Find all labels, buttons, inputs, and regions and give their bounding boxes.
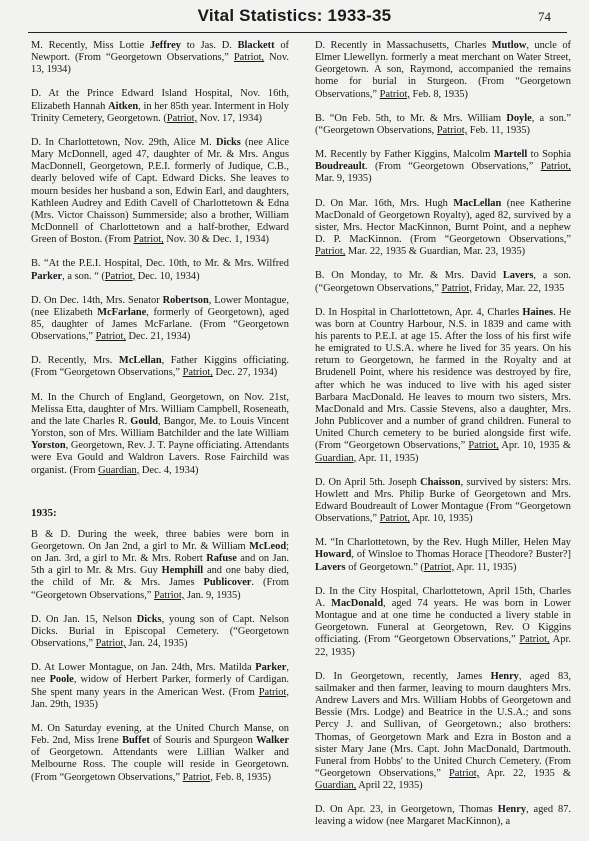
- entry-text: M. Recently by Father Kiggins, Malcolm: [315, 149, 494, 161]
- entry-text: B & D. During the week, three babies were born in Georgetown. On Jan 2nd, a girl to Mr. & William: [31, 528, 289, 552]
- right-column: [315, 40, 571, 841]
- entry-text: , a son.” (“Georgetown Observations,: [315, 112, 571, 136]
- entry-text: Apr. 11, 1935): [356, 452, 419, 464]
- surname: Boudreault: [315, 161, 366, 173]
- entry-text: . (From “Georgetown Observations,”: [365, 161, 541, 173]
- entry-text: Mar. 22, 1935 & Guardian, Mar. 23, 1935): [345, 246, 526, 258]
- entry-text: Dec. 21, 1934): [125, 331, 191, 343]
- entry-text: . He was born at Country Harbour, N.S. in 1839 and came with his parents to P.E.I. at age 15. After the loss of his first wife he emigrated to U.S.A. where he lived for 35 years. On his return to Georgetown, he farmed in the Royalty and at Brudenell Point, where his residence was destroyed by fire, after which he was induced to live with his aged sister Barbara MacDonald. He leaves to mourn two sisters, Mrs. MacDonald and Mrs. Cassie Stevens, also a daughter, Mrs. John Publicover and a number of grand children. Funeral to United Church cemetery to be buried alongside first wife. (From “Georgetown Observations,”: [315, 306, 571, 452]
- source-ref: Patriot,: [540, 161, 571, 173]
- entry-text: B. “At the P.E.I. Hospital, Dec. 10th, to Mr. & Mrs. Wilfred: [31, 258, 289, 270]
- entry-text: and on Jan. 5th a girl to Mr. & Mrs. Guy: [31, 553, 289, 577]
- entry-text: D. At Lower Montague, on Jan. 24th, Mrs. Matilda: [31, 662, 256, 674]
- entry: [31, 88, 289, 124]
- entry-text: Friday, Mar. 22, 1935: [471, 282, 565, 294]
- source-ref: Guardian,: [315, 780, 357, 792]
- entry-text: , in her 85th year. Interment in Holy Trinity Cemetery, Georgetown. (: [31, 100, 290, 124]
- entry-text: and one baby died, the child of Mr. & Mrs. James: [31, 565, 289, 589]
- entry-text: Jan. 9, 1935): [184, 589, 241, 601]
- entry-text: Jan. 24, 1935): [125, 638, 188, 650]
- entry-text: , survived by sisters: Mrs. Howlett and Mrs. Philip Burke of Georgetown and Mrs. Edward Boudreault of Lower Montague (From “Georgetown Observations,”: [315, 476, 572, 525]
- source-ref: Patriot,: [468, 440, 499, 452]
- entry-text: , Georgetown, Rev. J. T. Payne officiating. Attendants were Eva Gould and Waldron Lavers. Rose Fairchild was organist. (From: [31, 440, 290, 476]
- source-ref: Patriot,: [448, 767, 480, 779]
- entry: [315, 477, 571, 526]
- surname: Aitken: [108, 100, 139, 112]
- source-ref: Patriot,: [95, 331, 126, 343]
- entry-text: (nee Katherine MacDonald of Georgetown Royalty), aged 82, survived by a sister, Mrs. Hector MacKinnon, Burnt Point, and a nephew D. P. MacKinnon. (From “Georgetown Observations,”: [315, 197, 571, 246]
- entry-text: of Souris and Spurgeon: [149, 735, 257, 747]
- surname: Henry: [490, 670, 519, 682]
- entry-text: Feb. 11, 1935): [467, 124, 531, 136]
- entry-text: B. On Monday, to Mr. & Mrs. David: [315, 270, 503, 282]
- entry-text: Mar. 9, 1935): [315, 173, 372, 185]
- entry-text: D. In Hospital in Charlottetown, Apr. 4, Charles: [315, 306, 523, 318]
- source-ref: Patriot,: [315, 246, 346, 258]
- entry-text: to Jas. D.: [180, 40, 238, 51]
- surname: Henry: [497, 804, 527, 816]
- surname: Buffet: [122, 735, 150, 747]
- entry-text: , a son. “ (: [62, 270, 105, 282]
- source-ref: Patriot,: [233, 52, 265, 64]
- entry-text: B. “On Feb. 5th, to Mr. & Mrs. William: [315, 112, 507, 124]
- entry-text: , widow of Herbert Parker, formerly of Cardigan. She spent many years in the American West. (From: [31, 674, 289, 698]
- surname: McLeod: [249, 541, 287, 552]
- entry-text: , Father Kiggins officiating. (From “Georgetown Observations,”: [31, 355, 289, 379]
- entry-text: , formerly of Georgetown), aged 85, daughter of James McFarlane. (From “Georgetown Observations,”: [31, 306, 290, 343]
- entry-text: D. On Jan. 15, Nelson: [31, 613, 137, 625]
- entry-text: Apr. 22, 1935): [315, 634, 571, 658]
- source-ref: Patriot,: [379, 513, 410, 525]
- entry: [31, 355, 289, 379]
- entry-text: of Newport. (From “Georgetown Observations,”: [31, 40, 290, 64]
- source-ref: Patriot,: [133, 234, 164, 246]
- entry: [315, 537, 571, 573]
- surname: Parker: [31, 270, 63, 282]
- entry: [31, 40, 289, 76]
- entry: [315, 113, 571, 137]
- entry-text: D. On Apr. 23, in Georgetown, Thomas: [315, 804, 498, 816]
- left-column: [31, 40, 289, 796]
- source-ref: Patriot,: [166, 112, 198, 124]
- surname: Mutlow: [491, 40, 527, 51]
- entry-text: April 22, 1935): [356, 780, 423, 792]
- source-ref: Guardian,: [98, 464, 140, 476]
- entry-text: D. On Dec. 14th, Mrs. Senator: [31, 294, 163, 306]
- entry-text: . (From “Georgetown Observations,”: [31, 577, 289, 601]
- entry-text: D. Recently in Massachusetts, Charles: [315, 40, 492, 51]
- page-number: 74: [538, 9, 551, 24]
- source-ref: Guardian,: [315, 452, 357, 464]
- surname: Dicks: [136, 613, 162, 625]
- entry: [31, 392, 289, 477]
- entry: [31, 137, 289, 246]
- entry-text: , of Winsloe to Thomas Horace [Theodore? Buster?]: [351, 549, 571, 561]
- entry-text: , nee: [31, 662, 289, 686]
- entry-text: ; on Jan. 3rd, a girl to Mr. & Mrs. Robert: [31, 541, 289, 565]
- entry-text: Jan. 29th, 1935): [31, 698, 98, 710]
- entry: [315, 198, 571, 259]
- source-ref: Patriot,: [423, 561, 455, 573]
- entry-text: , a son. (“Georgetown Observations,”: [315, 270, 571, 294]
- surname: Rafuse: [206, 553, 237, 565]
- entry: [31, 614, 289, 650]
- entry-text: D. At the Prince Edward Island Hospital, Nov. 16th, Elizabeth Hannah: [31, 88, 289, 112]
- surname: Gould: [130, 415, 159, 427]
- entry-text: , Bangor, Me. to Louis Vincent Yorston, son of Mrs. William Batchilder and the late William: [31, 415, 290, 440]
- source-ref: Patriot,: [436, 124, 468, 136]
- entry: [315, 40, 571, 101]
- header-rule: [28, 32, 567, 33]
- surname: Yorston: [31, 440, 66, 452]
- surname: McFarlane: [97, 306, 147, 318]
- entry-text: Apr. 22, 1935 &: [479, 767, 571, 779]
- entry-text: , aged 83, sailmaker and then farmer, leaving to mourn daughters Mrs. Andrew Lavers and Mrs. William Hobbs of Georgetown and Bessie (Mrs. Lodge) and Beatrice in the U.S.A.; and sons Percy J. and Sullivan, of Georgetown.; also brothers: Thomas, of Georgetown Mark and Ezra in Boston and a sister Mary Jane (Mrs. Capt. John MacDonald, Dartmouth. Funeral from Hobbs' to the United Church Cemetery. (From “Georgetown Observations,”: [315, 670, 571, 779]
- surname: Jeffrey: [149, 40, 181, 51]
- surname: Walker: [256, 735, 289, 747]
- entry-text: Dec. 10, 1934): [135, 270, 200, 282]
- year-heading-1935: 1935:: [31, 506, 57, 519]
- entry: [31, 723, 289, 784]
- surname: Doyle: [506, 112, 532, 124]
- entry-text: , aged 74 years. He was born in Lower Montague and at one time he conducted a livery stable in Georgetown. Funeral at Georgetown, Rev. O Kiggins officiating. (From “Georgetown Observations,”: [315, 597, 571, 646]
- entry-text: Dec. 4, 1934): [139, 464, 199, 476]
- entry-text: Apr. 10, 1935 &: [498, 440, 572, 452]
- entry-text: M. “In Charlottetown, by the Rev. Hugh Miller, Helen May: [315, 537, 571, 549]
- entry: [315, 307, 571, 465]
- source-ref: Patriot,: [154, 589, 185, 601]
- surname: Chaisson: [420, 476, 461, 488]
- entry-text: D. In Georgetown, recently, James: [315, 670, 491, 682]
- entry-text: , uncle of Elmer Llewellyn. formerly a meat merchant on Water Street, Georgetown. A son, Raymond, accompanied the remains home for burial in Sturgeon. (From “Georgetown Observations,”: [315, 40, 572, 100]
- entry-text: Nov. 17, 1934): [197, 112, 262, 124]
- source-ref: Patriot,: [379, 88, 410, 100]
- entry: [31, 258, 289, 282]
- surname: Lavers: [502, 270, 534, 282]
- entry-text: Apr. 11, 1935): [454, 561, 517, 573]
- surname: Robertson: [162, 294, 209, 306]
- surname: Dicks: [215, 136, 241, 148]
- entry-text: D. On April 5th. Joseph: [315, 476, 421, 488]
- entries-right: [315, 40, 571, 829]
- entry-text: D. In the City Hospital, Charlottetown, April 15th, Charles A.: [315, 585, 571, 609]
- entry-text: Dec. 27, 1934): [212, 367, 278, 379]
- entry: [315, 586, 571, 659]
- entry: [315, 270, 571, 294]
- entry: [315, 804, 571, 828]
- surname: Lavers: [315, 561, 346, 573]
- entry-text: to Sophia: [527, 149, 571, 161]
- source-ref: Patriot,: [441, 282, 472, 294]
- entry-text: Nov. 13, 1934): [31, 52, 289, 76]
- source-ref: Patriot,: [95, 638, 126, 650]
- entry-text: , young son of Capt. Nelson Dicks. Burial in Episcopal Cemetery. (“Georgetown Observations,”: [31, 613, 289, 650]
- entry: [315, 671, 571, 793]
- surname: MacDonald: [331, 597, 384, 609]
- entry-text: Feb. 8, 1935): [212, 771, 271, 783]
- entry-text: , aged 87. leaving a widow (nee Margaret MacKinnon), a: [315, 804, 571, 828]
- entry: [31, 295, 289, 344]
- surname: Hemphill: [161, 565, 204, 577]
- surname: Poole: [49, 674, 74, 686]
- surname: Publicover: [203, 577, 252, 589]
- entry-text: D. On Mar. 16th, Mrs. Hugh: [315, 197, 454, 209]
- surname: Blackett: [237, 40, 275, 51]
- source-ref: Patriot,: [519, 634, 550, 646]
- entry: [31, 662, 289, 711]
- surname: MacLellan: [453, 197, 502, 209]
- entry-text: D. Recently, Mrs.: [31, 355, 119, 367]
- entry-text: Apr. 10, 1935): [409, 513, 473, 525]
- source-ref: Patriot,: [104, 270, 136, 282]
- entry-text: (nee Alice Mary McDonnell, aged 47, daughter of Mr. & Mrs. Angus MacDonnell, Georgetown, P.E.I. formerly of Judique, C.B., dearly beloved wife of Capt. Edward Dicks. She leaves to mourn besides her husband a son, Edwin Earl, and daughters, Kathleen Audrey and Edith Cavell of Charlottetown & Edna (Mrs. Victor Chaisson) Summerside; also a brother, William McDonnell of Charlottetown and a half-brother, Edward Green of Boston. (From: [31, 136, 289, 246]
- page-title: Vital Statistics: 1933-35: [197, 6, 392, 25]
- entries-1934: [31, 40, 289, 477]
- entry-text: of Georgetown. Attendants were Lillian Walker and Melbourne Ross. The couple will reside in Georgetown. (From “Georgetown Observations,”: [31, 747, 289, 783]
- entry-text: D. In Charlottetown, Nov. 29th, Alice M.: [31, 136, 216, 148]
- source-ref: Patriot,: [258, 686, 289, 698]
- surname: Haines: [522, 306, 554, 318]
- entry-text: of Georgetown.” (: [345, 561, 424, 573]
- entry-text: M. Recently, Miss Lottie: [31, 40, 150, 51]
- surname: Parker: [255, 662, 287, 674]
- surname: Howard: [315, 549, 352, 561]
- entry-text: Feb. 8, 1935): [409, 88, 468, 100]
- surname: Martell: [493, 149, 528, 161]
- entry: [31, 529, 289, 602]
- source-ref: Patriot,: [182, 367, 213, 379]
- entry-text: M. On Saturday evening, at the United Church Manse, on Feb. 2nd, Miss Irene: [31, 722, 289, 747]
- source-ref: Patriot,: [182, 771, 213, 783]
- entry-text: , Lower Montague, (nee Elizabeth: [31, 294, 289, 318]
- entry-text: M. In the Church of England, Georgetown, on Nov. 21st, Melissa Etta, daughter of Mrs. William Campbell, Roseneath, and the late Charles R.: [31, 391, 289, 427]
- entries-1935: [31, 529, 289, 784]
- surname: McLellan: [118, 355, 162, 367]
- entry-text: Nov. 30 & Dec. 1, 1934): [163, 234, 270, 246]
- entry: [315, 149, 571, 185]
